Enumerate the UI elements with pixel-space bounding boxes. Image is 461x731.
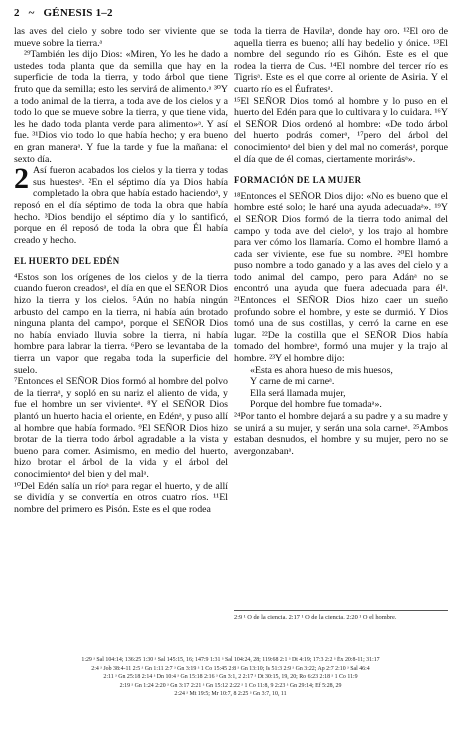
page-number: 2 bbox=[14, 7, 20, 19]
poem-line: Y carne de mi carneᵃ. bbox=[250, 376, 335, 388]
paragraph: ¹⁸Entonces el SEÑOR Dios dijo: «No es bueno que el hombre esté solo; le haré una ayuda adecuadaᵃ». ¹⁹Y el SEÑOR Dios formó de la tierra todo animal del campo y toda ave del cieloᵃ, y los trajo al hombre para ver cómo los llamaría. Como el hombre llamó a cada ser viviente, ese fue su nombre. ²⁰El hombre puso nombre a todo ganado y a las aves del cielo y a todo animal del campo, pero para Adánᵃ no se encontró una ayuda que fuera adecuada para élᵃ. ²¹Entonces el SEÑOR Dios hizo caer un sueño profundo sobre el hombre, y este se durmió. Y Dios tomó una de sus costillas, y cerró la carne en ese lugar. ²²De la costilla que el SEÑOR Dios había tomado del hombreᵃ, formó una mujer y la trajo al hombre. ²³Y el hombre dijo: bbox=[234, 190, 448, 365]
chapter-number-dropcap: 2 bbox=[14, 162, 29, 196]
cross-reference-line: 2:24 ᵃ Mt 19:5; Mr 10:7, 8 2:25 ᵃ Gn 3:7, 10, 11 bbox=[174, 691, 287, 698]
paragraph: ⁷Entonces el SEÑOR Dios formó al hombre del polvo de la tierraᵃ, y sopló en su nariz el aliento de vida, y fue el hombre un ser vivienteᵃ. ⁸Y el SEÑOR Dios plantó un huerto hacia el oriente, en Edénᵃ, y puso allí al hombre que había formado. ⁹El SEÑOR Dios hizo brotar de la tierra todo árbol agradable a la vista y bueno para comer. Asimismo, en medio del huerto, hizo brotar el árbol de la vida y el árbol del conocimientoᵃ del bien y del malᵃ. bbox=[14, 376, 228, 480]
section-heading: FORMACIÓN DE LA MUJER bbox=[234, 175, 362, 186]
chapter-2-opening bbox=[14, 162, 228, 246]
paragraph: las aves del cielo y sobre todo ser viviente que se mueve sobre la tierra.ᵃ bbox=[14, 26, 228, 49]
paragraph: ²⁴Por tanto el hombre dejará a su padre y a su madre y se unirá a su mujer, y serán una sola carneᵃ. ²⁵Ambos estaban desnudos, el hombre y su mujer, pero no se avergonzabanᵃ. bbox=[234, 411, 448, 457]
paragraph: ¹⁵El SEÑOR Dios tomó al hombre y lo puso en el huerto del Edén para que lo cultivara y lo cuidara. ¹⁶Y el SEÑOR Dios ordenó al hombre: «De todo árbol del huerto podrás comerᵃ, ¹⁷pero del árbol del conocimientoᵃ del bien y del mal no comerásᵃ, porque el día que de él comas, ciertamente morirásᵃ». bbox=[234, 95, 448, 165]
paragraph: toda la tierra de Havilaᵃ, donde hay oro. ¹²El oro de aquella tierra es bueno; allí hay bedelio y ónice. ¹³El nombre del segundo río es Gihón. Este es el que rodea la tierra de Cus. ¹⁴El nombre del tercer río es Tigrisᵃ. Este es el que corre al oriente de Asiria. Y el cuarto río es el Éufratesᵃ. bbox=[234, 26, 448, 95]
poem-line: «Esta es ahora hueso de mis huesos, bbox=[250, 364, 393, 376]
poem-line: Porque del hombre fue tomadaᵃ». bbox=[250, 399, 382, 411]
cross-reference-line: 2:19 ᵃ Gn 1:24 2:20 ᵃ Gn 3:17 2:21 ᵃ Gn 15:12 2:22 ᵃ 1 Co 11:8, 9 2:23 ᵃ Gn 29:14; Ef 5:28, 29 bbox=[119, 682, 342, 689]
translation-footnotes: 2:9 ¹ O de la ciencia. 2:17 ¹ O de la ciencia. 2:20 ¹ O el hombre. bbox=[234, 610, 448, 622]
header-separator: ~ bbox=[28, 7, 35, 19]
paragraph-text: Así fueron acabados los cielos y la tierra y todas sus huestesᵃ. ²En el séptimo día ya Dios había completado la obra que había estado haciendoᵃ, y reposó en el día séptimo de toda la obra que había hecho. ³Dios bendijo el séptimo día y lo santificó, porque en él reposó de toda la obra que Él había creado y hecho. bbox=[14, 165, 228, 246]
paragraph: ⁴Estos son los orígenes de los cielos y de la tierra cuando fueron creadosᵃ, el día en que el SEÑOR Dios hizo la tierra y los cielos. ⁵Aún no había ningún arbusto del campo en la tierra, ni había aún brotado ninguna planta del campoᵃ, porque el SEÑOR Dios no había enviado lluvia sobre la tierra, ni había hombre para labrar la tierra. ⁶Pero se levantaba de la tierra un vapor que regaba toda la superficie del suelo. bbox=[14, 271, 228, 376]
cross-reference-line: 1:29 ᵃ Sal 104:14; 136:25 1:30 ᵃ Sal 145:15, 16; 147:9 1:31 ᵃ Sal 104:24, 28; 119:68 2:1 ᵃ Dt 4:19; 17:3 2:2 ᵃ Éx 20:8-11; 31:17 bbox=[81, 657, 380, 663]
poem bbox=[234, 365, 448, 411]
poem-line: Ella será llamada mujer, bbox=[250, 387, 346, 399]
running-header bbox=[14, 7, 447, 23]
paragraph: ¹⁰Del Edén salía un ríoᵃ para regar el huerto, y de allí se dividía y se convertía en otros cuatro ríos. ¹¹El nombre del primero es Pisón. Este es el que rodea bbox=[14, 480, 228, 515]
cross-references bbox=[14, 656, 447, 699]
paragraph: ²⁹También les dijo Dios: «Miren, Yo les he dado a ustedes toda planta que da semilla que hay en la superficie de toda la tierra, y todo árbol que tiene fruto que da semilla; esto les servirá de alimento.ᵃ ³⁰Y a todo animal de la tierra, a toda ave de los cielos y a todo lo que se mueve sobre la tierra, y que tiene vida, les he dado toda planta verde para alimento»ᵃ. Y así fue. ³¹Dios vio todo lo que había hecho; y era bueno en gran maneraᵃ. Y fue la tarde y fue la mañana: el sexto día. bbox=[14, 49, 228, 165]
right-column bbox=[234, 26, 448, 654]
cross-reference-line: 2:11 ᵃ Gn 25:18 2:14 ᵃ Dn 10:4 ᵃ Gn 15:18 2:16 ᵃ Gn 3:1, 2 2:17 ᵃ Dt 30:15, 19, 20; Ro 6:23 2:18 ᵃ 1 Co 11:9 bbox=[103, 674, 358, 681]
cross-reference-line: 2:4 ᵃ Job 38:4-11 2:5 ᵃ Gn 1:11 2:7 ᵃ Gn 3:19 ᵃ 1 Co 15:45 2:8 ᵃ Gn 13:10; Is 51:3 2:9 ᵃ Gn 3:22; Ap 2:7 2:10 ᵃ Sal 46:4 bbox=[91, 665, 370, 672]
section-heading: EL HUERTO DEL EDÉN bbox=[14, 256, 120, 267]
left-column bbox=[14, 26, 228, 654]
running-title: GÉNESIS 1–2 bbox=[43, 7, 113, 19]
